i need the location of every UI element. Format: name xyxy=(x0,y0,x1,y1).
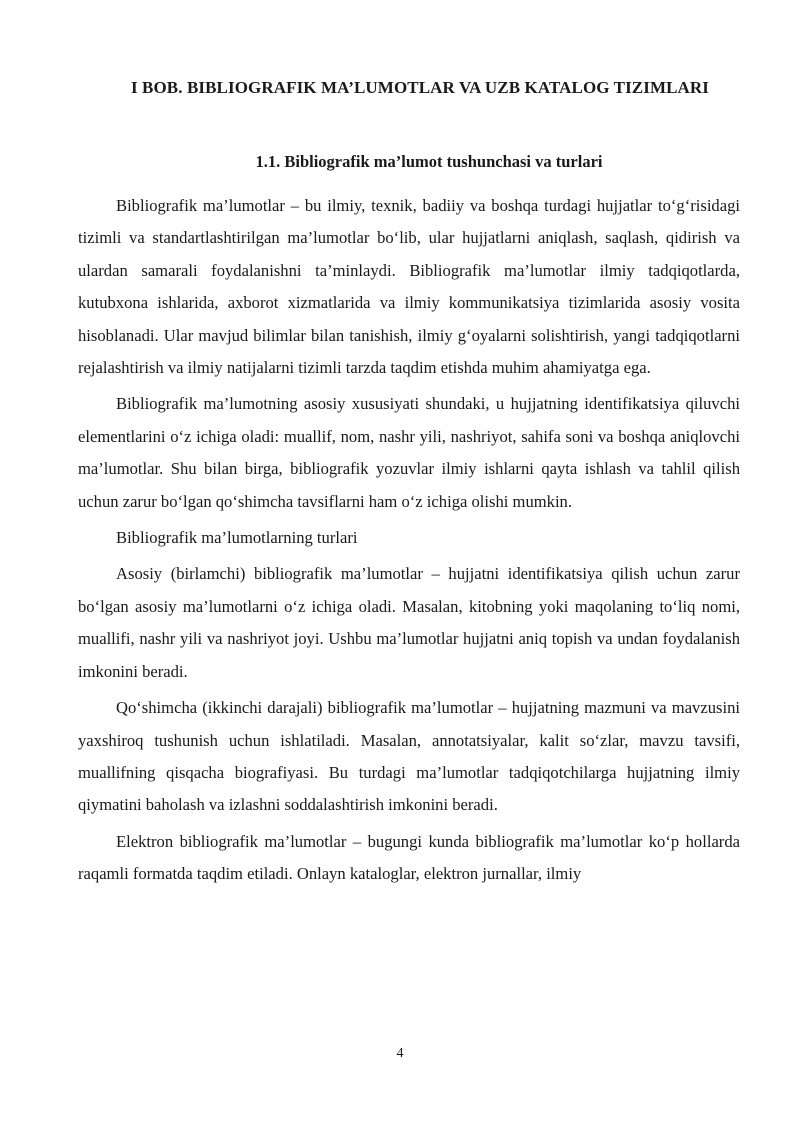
paragraph-secondary: Qo‘shimcha (ikkinchi darajali) bibliografik ma’lumotlar – hujjatning mazmuni va mavzusini yaxshiroq tushunish uchun ishlatiladi. Masalan, annotatsiyalar, kalit so‘zlar, mavzu tavsifi, muallifning qisqacha biografiyasi. Bu turdagi ma’lumotlar tadqiqotchilarga hujjatning ilmiy qiymatini baholash va izlashni soddalashtirish imkonini beradi. xyxy=(78,698,740,815)
paragraph-types-heading: Bibliografik ma’lumotlarning turlari xyxy=(116,528,358,548)
page-number: 4 xyxy=(396,1046,404,1061)
paragraph-definition: Bibliografik ma’lumotlar – bu ilmiy, texnik, badiiy va boshqa turdagi hujjatlar to‘g‘risidagi tizimli va standartlashtirilgan ma’lumotlar bo‘lib, ular hujjatlarni aniqlash, saqlash, qidirish va ulardan samarali foydalanishni ta’minlaydi. Bibliografik ma’lumotlar ilmiy tadqiqotlarda, kutubxona ishlarida, axborot xizmatlarida va ilmiy kommunikatsiya tizimlarida asosiy vosita hisoblanadi. Ular mavjud bilimlar bilan tanishish, ilmiy g‘oyalarni solishtirish, yangi tadqiqotlarni rejalashtirish va ilmiy natijalarni tizimli tarzda taqdim etishda muhim ahamiyatga ega. xyxy=(78,196,740,378)
section-title: 1.1. Bibliografik ma’lumot tushunchasi va turlari xyxy=(255,152,603,171)
chapter-title: I BOB. BIBLIOGRAFIK MA’LUMOTLAR VA UZB KATALOG TIZIMLARI xyxy=(130,78,710,97)
paragraph-electronic: Elektron bibliografik ma’lumotlar – bugungi kunda bibliografik ma’lumotlar ko‘p hollarda raqamli formatda taqdim etiladi. Onlayn kataloglar, elektron jurnallar, ilmiy xyxy=(78,831,740,884)
paragraph-features: Bibliografik ma’lumotning asosiy xususiyati shundaki, u hujjatning identifikatsiya qiluvchi elementlarini o‘z ichiga oladi: muallif, nom, nashr yili, nashriyot, sahifa soni va boshqa aniqlovchi ma’lumotlar. Shu bilan birga, bibliografik yozuvlar ilmiy ishlarni qayta ishlash va tahlil qilish uchun zarur bo‘lgan qo‘shimcha tavsiflarni ham o‘z ichiga olishi mumkin. xyxy=(78,394,740,511)
paragraph-primary: Asosiy (birlamchi) bibliografik ma’lumotlar – hujjatni identifikatsiya qilish uchun zarur bo‘lgan asosiy ma’lumotlarni o‘z ichiga oladi. Masalan, kitobning yoki maqolaning to‘liq nomi, muallifi, nashr yili va nashriyot joyi. Ushbu ma’lumotlar hujjatni aniq topish va undan foydalanish imkonini beradi. xyxy=(78,564,740,681)
body-text xyxy=(78,190,740,895)
